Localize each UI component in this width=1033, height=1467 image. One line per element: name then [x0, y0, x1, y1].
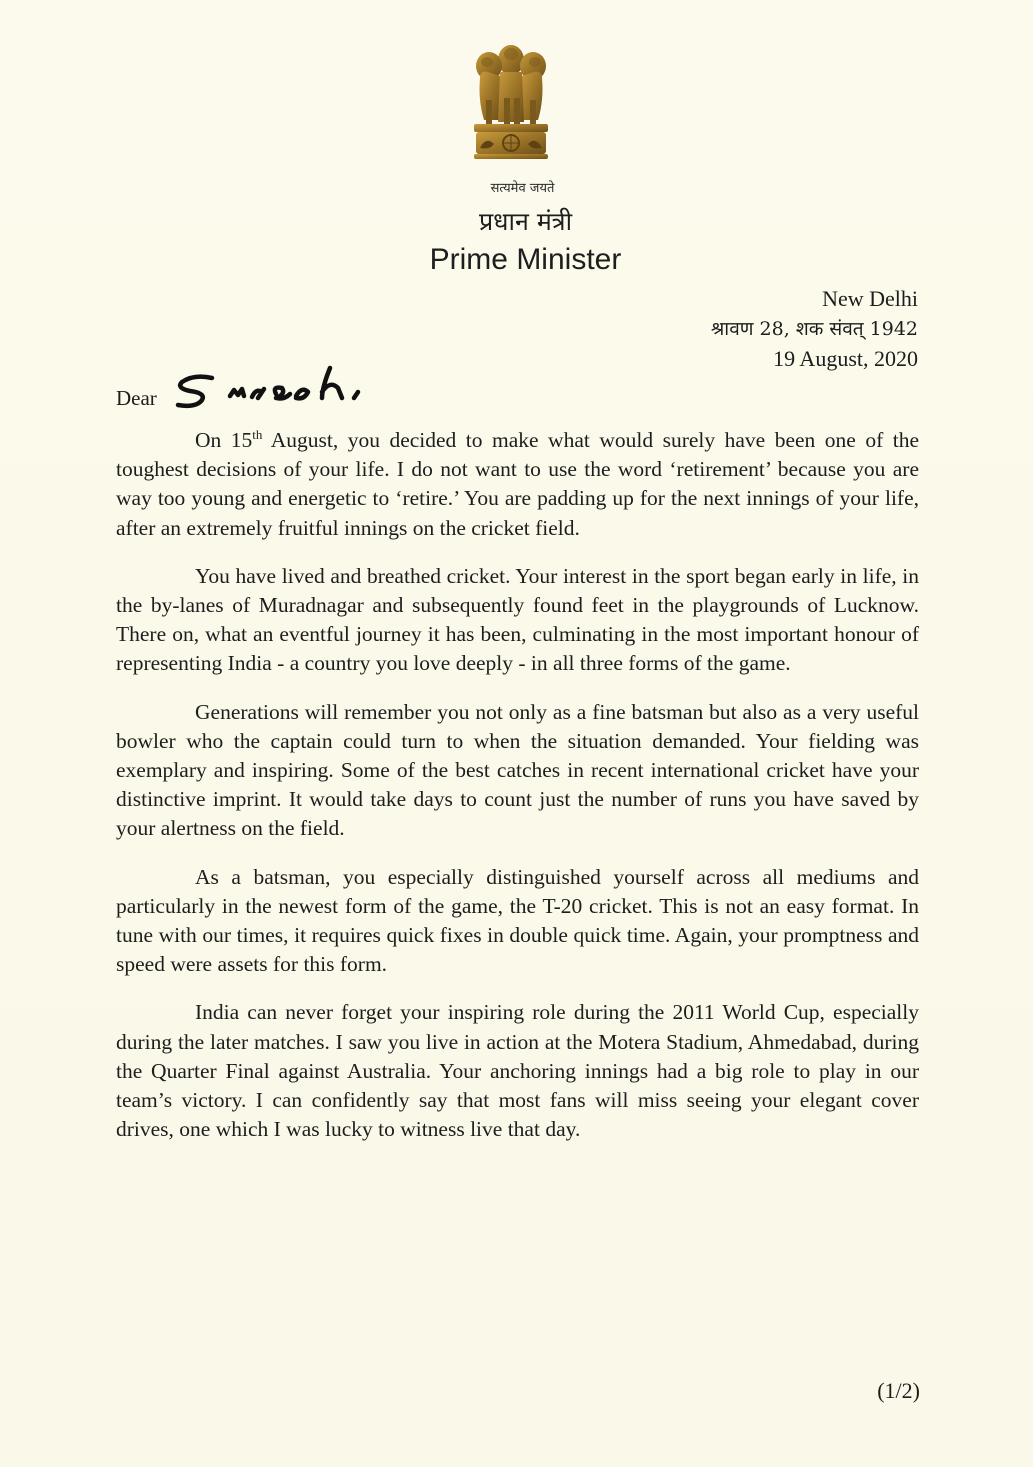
national-motto: सत्यमेव जयते — [490, 181, 555, 196]
paragraph: As a batsman, you especially distinguished yourself across all mediums and particularly in the newest form of the game, the T-20 cricket. This is not an easy format. In tune with our times, it requires quick fixes in double quick time. Again, your promptness and speed were assets for this form. — [116, 864, 919, 977]
state-emblem-icon — [466, 40, 556, 175]
paragraph: India can never forget your inspiring role during the 2011 World Cup, especially during the later matches. I saw you live in action at the Motera Stadium, Ahmedabad, during the Quarter Final against Australia. Your anchoring innings had a big role to play in our team’s victory. I can confidently say that most fans will miss seeing your elegant cover drives, one which I was lucky to witness live that day. — [116, 1000, 919, 1142]
paragraph-text: August, you decided to make what would surely have been one of the toughest decisions of your life. I do not want to use the word ‘retirement’ because you are way too young and energetic to ‘retire.’ You are padding up for the next innings of your life, after an extremely fruitful innings on the cricket field. — [116, 428, 919, 540]
office-title-hindi: प्रधान मंत्री — [478, 207, 573, 236]
paragraph: Generations will remember you not only as a fine batsman but also as a very useful bowler who the captain could turn to when the situation demanded. Your fielding was exemplary and inspiring. Some of the best catches in recent international cricket have your distinctive imprint. It would take days to count just the number of runs you have saved by your alertness on the field. — [116, 699, 919, 841]
paragraph: You have lived and breathed cricket. Your interest in the sport began early in life, in the by-lanes of Muradnagar and subsequently found feet in the playgrounds of Lucknow. There on, what an eventful journey it has been, culminating in the most important honour of representing India - a country you love deeply - in all three forms of the game. — [116, 563, 919, 676]
date-block — [711, 284, 918, 374]
hindi-date-line: श्रावण 28, शक संवत् 1942 — [710, 318, 918, 340]
paragraph-text: On 15 — [195, 428, 253, 452]
letter-body — [116, 426, 919, 1163]
ordinal-superscript: th — [252, 427, 263, 442]
page-number: (1/2) — [877, 1378, 920, 1403]
date-line: 19 August, 2020 — [773, 346, 918, 371]
office-title-english: Prime Minister — [429, 243, 622, 276]
salutation — [116, 362, 416, 412]
place-line: New Delhi — [822, 286, 918, 311]
handwritten-name-signature — [172, 362, 402, 412]
paragraph — [116, 426, 919, 543]
salutation-dear: Dear — [116, 386, 157, 410]
